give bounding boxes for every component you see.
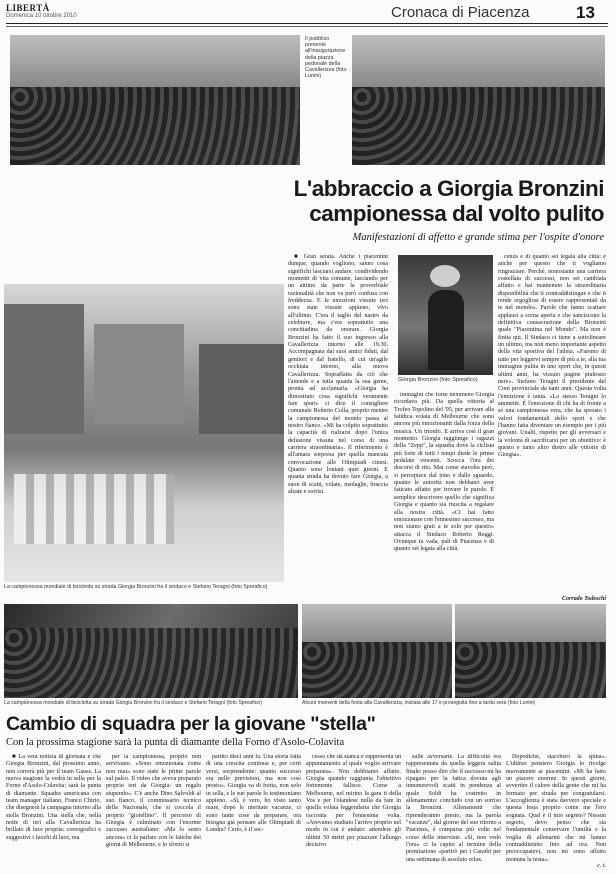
secondary-body-col1 [6, 754, 101, 868]
body-text: ■ La vera notizia di giornata è che Giorgia Bronzini, dal prossimo anno, non correrà più per il team Gauss. La nuova stagione la vedrà in sella per la Forno d'Asolo-Colavita: sarà la punta di diamante. Squadra americana con team manager italiano, Franco Chirio, che disegnerà la campagna intorno alla stella Bronzini. Una stella che, nella notte di ieri alla Cavallerizza ha brillato di luce propria: coreografici e suggestivi i fuochi di luce, ma [6, 754, 101, 841]
header-rule-thin [6, 26, 608, 27]
photo-caption-stage: La campionessa mondiale di bicicletta su strada Giorgia Bronzini fra il sindaco e Stefano Teragni (foto Spreafico) [4, 700, 262, 706]
secondary-byline: c. t. [597, 863, 606, 869]
photo-caption-festa: Alcuni momenti della festa alla Cavallerizza, iniziata alle 17 e proseguita fino a tarda sera (foto Lunini) [302, 700, 536, 706]
photo-festa-right [455, 604, 606, 698]
photo-bronzini-trophy [398, 255, 493, 375]
body-text: cesso che dà stanca e rappresenta un appuntamento al quale voglio arrivare preparata». Non dobbiamo affatto. Giorgia quando raggiunta l'obiettivo fortemente fallisce. Come a Melbourne, nel mirino la gara ti della Vos e per l'olandese nulla da fare in quella volata leggendaria che Giorgia racconta per l'ennesima volta. «Avevamo studiato l'arrivo proprio nel modo in cui è andato: attendere gli ultimi 50 metri per piazzare l'allungo decisivo [306, 754, 401, 849]
article-byline: Corrado Todeschi [562, 596, 606, 602]
article-subhead: Manifestazioni di affetto e grande stima per l'ospite d'onore [352, 232, 604, 243]
article-headline-line1: L'abbraccio a Giorgia Bronzini [293, 176, 604, 201]
photo-caption-courtyard: La campionessa mondiale di bicicletta su strada Giorgia Bronzini fra il sindaco e Stefano Teragni (foto Spreafico) [4, 584, 268, 590]
secondary-body-col6 [506, 754, 606, 862]
body-text: partito dieci anni fa. Una storia fatta di una crescita continua e, per certi versi, sorprendente: quanto successo era nelle previsioni, ma non così presto». Giorgia va di fretta, non solo in sella, e le sue parole lo testimoniano appieno. «Sì, è vero, ho visto tanto mare, dopo le meritate vacanze, ci sono tante cose da preparare, ora bisogna già pensare alle Olimpiadi di Londra? Certo, è il suc- [206, 754, 301, 834]
body-text: sulle avversarie. La difficoltà era rappresentata da quella leggera salita finale: posso dire che il successo mi ha ripagato per la fatica dovuta agli innumerevoli scatti in pendenza al quale Soldi ha costretto in allenamento: concludo con un sorriso la Bronzini. Allenamenti che riprenderanno presto, ma la parola "vacanze", dal giorno del suo ritorno a Piacenza, è comparsa più volte nel corso delle interviste. «Sì, non vedo l'ora» ci fa capire al termine della premiazione «partirò per i Caraibi per una settimana di assoluto relax. [406, 754, 501, 863]
section-title: Cronaca di Piacenza [391, 4, 530, 21]
body-text: immagini che forse nemmeno Giorgia ricordava più. Da quella vittoria al Trofeo Topolino del '95, per arrivare alla fatidica volata di Melbourne che sono ancora più emozionanti dalla forza della musica. Un trionfo. E arriva così il gran momento. Giorgia raggiunge i ragazzi della "Zepp", la squadra dove la ciclista più forte di tutti i tempi diede le prime pedalate vincenti. Scocca l'ora dei discorsi di rito. Mai come stavolta però, si percepisce dal tono e dallo sguardo, quanto le autorità non debbano aver faticato affatto per trovare le parole. È semplice descrivere quello che significa Giorgia e quanto sia riuscita a regalare alla nostra città. «Ci hai fatto emozionare con l'ennesimo successo, ma non siamo grati a te solo per questo» attacca il Sindaco Roberto Reggi. Ovunque tu vada, pali di Piacenza e di quanto sei legata alla città. [394, 392, 494, 553]
page-number: 13 [576, 3, 595, 22]
secondary-headline: Cambio di squadra per la giovane "stella" [6, 713, 376, 735]
article-body-col3 [498, 254, 606, 594]
body-text: Dopodiché, staccherò la spina». L'ultimo pensiero Giorgia lo rivolge nuovamente ai piacentini. «Mi ha fatto un piacere enorme. In questi giorni, avvertire il calore della gente che mi ha fermato per strada per congratularsi. L'accoglienza è stata davvero speciale e questa festa proprio come me l'ero sognata. Qual è il mio segreto? Nessun segreto, devo penso che sia fondamentale conservare l'umiltà e la voglia di allenarmi che mi hanno contraddistinto fino ad ora. Non preoccupatevi, non mi sono affatto montata la testa». [506, 754, 606, 862]
secondary-body-col5 [406, 754, 501, 868]
body-text: per la campionessa, proprio non servivano. «Sono emozionata come non mai» sono state le prime parole sul palco. Il video che aveva preparato proprio ieri da Giorgia: un regalo stupendo». C'è anche Dino Salvoldi al suo fianco, il commissario tecnico della Nazionale, che si coccola il proprio "gioiellino". Il percorso di Giorgia è culminato con l'enorme successo australiano: «Ma lo sento ancora» ci fa parlare con le fatiche dei giorni di Melbourne, e lo sforzo si [106, 754, 201, 849]
photo-caption-audience: Il pubblico presente all'inaugurazione della piazza pedonale della Cavallerizza (foto Lunini) [305, 36, 347, 80]
photo-caption-bronzini: Giorgia Bronzini (foto Spreafico) [398, 377, 478, 383]
photo-courtyard [4, 284, 284, 582]
photo-ceremony-stage [4, 604, 298, 698]
article-headline-line2: campionessa dal volto pulito [309, 201, 604, 226]
masthead: LIBERTÀ [6, 3, 50, 13]
article-body-col1 [288, 254, 388, 604]
secondary-body-col2 [106, 754, 201, 868]
secondary-body-col4 [306, 754, 401, 868]
header-rule [6, 23, 608, 24]
body-text: cenza e di quanto sei legata alla città: è anche per questo che ti vogliamo ringraziare. Perché, nonostante una carriera costellata di successi, non sei cambiata affatto e hai mantenuto la straordinaria disponibilità che ti contraddistingue e che ti rende orgogliosi di essere rappresentati da te nel mondo». Parole che fanno scattare applausi a scena aperta e che sanciscono la definitiva consacrazione della Bronzini quale "Piacentina nel Mondo". Ma non è finita qui. Il Sindaco ci tiene a sottolineare un ultimo, ma non meno importante aspetto della vita sportiva del l'atleta. «Faremo di tutto per leggervi sempre di più a te, alla tua immagine pulita in uno sport che, in questi ultimi anni, ha vissuto pagine piuttosto nere». Stefano Teragni il presidente del Coni provinciale da tanti anni. Questa volta l'emozione è tanta. «Lo stesso Teragni lo ammette. È l'emozione di chi ha di fronte a sé una campionessa vera, che ha sposato i valori fondamentali dello sport e che l'hanno fatta diventare un esempio per i più giovani. Unalti, rispetto per gli avversari e la volontà di sacrificarsi per un obiettivo: è questo e tanto altro dietro alle vittorie di Giorgia». [498, 254, 606, 459]
photo-crowd-left [10, 35, 300, 165]
issue-date: Domenica 10 ottobre 2010 [6, 13, 77, 19]
photo-festa-left [302, 604, 452, 698]
secondary-subhead: Con la prossima stagione sarà la punta di diamante della Forno d'Asolo-Colavita [6, 737, 345, 748]
article-body-col2 [394, 392, 494, 604]
photo-crowd-right [352, 35, 605, 165]
secondary-body-col3 [206, 754, 301, 868]
body-text: ■ Gran serata. Anche i piacentini dunque, quando vogliono, sanno cosa significhi lasciarsi andare, condividendo momenti di vita comune, lasciando per un attimo da parte la proverbiale razionalità che non va però confusa con freddezza. E le emozioni vissute ieri sono state vissute appieno, vivo all'ultimo. C'era il taglio del nastro da celebrare, ma c'era soprattutto una concittadina da onorare. Giorgia Bronzini ha fatto il suo ingresso alla Cavallerizza intorno alle 19.30. Accompagnata dai suoi amici fidati, dal genitori e dal fratello, di cui un'agile occhiata intorno, alla nuova Cavallerizza. Sopraffatta da ciò che l'attende e a tutta quanta la sua gente, pronta ad acclamarla. «Giorgia ha dimostrato cosa significhi veramente fare sport» ci dice il consigliere comunale Roberto Colla, proprio mentre la campionessa del mondo passa al nostro fianco. «Mi ha colpito soprattutto la capacità di rialzarsi dopo l'unica delusione vissuta nel corso di una carriera straordinaria». Il riferimento è all'amara sorpresa per quella mancata convocazione alle Olimpiadi cinesi. Quanto sono lontani quei giorni. E quanta strada ha dovuto fare Giorgia, a suon di scatti, volate, medaglie, braccia alzate e sorrisi. [288, 254, 388, 495]
